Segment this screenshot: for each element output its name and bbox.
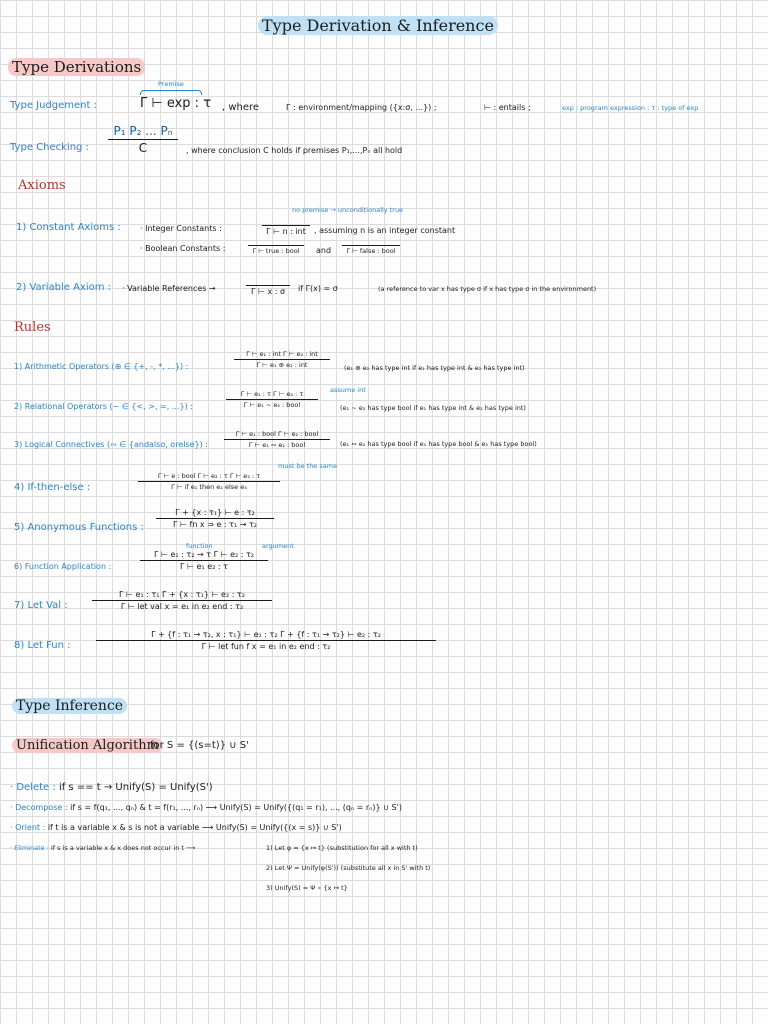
false-axiom: Γ ⊢ false : bool (342, 236, 400, 255)
variable-axiom-note: (a reference to var x has type σ if x has type σ in the environment) (378, 285, 597, 293)
rule-5-label: 5) Anonymous Functions : (14, 522, 144, 533)
rule-3-note: (e₁ ∾ e₂ has type bool if e₁ has type bool & e₂ has type bool) (340, 440, 537, 448)
rule-2-label: 2) Relational Operators (~ ∈ {<, >, =, ...}) : (14, 402, 193, 411)
gamma-definition: Γ : environment/mapping ({x:σ, ...}) ; (286, 103, 437, 112)
premise-annotation: Premise (158, 80, 184, 88)
where-text: , where (222, 102, 260, 113)
true-axiom: Γ ⊢ true : bool (248, 236, 304, 255)
argument-annotation: argument (262, 542, 294, 550)
type-judgement-label: Type Judgement : (10, 100, 97, 111)
section-heading-type-derivations: Type Derivations (8, 58, 145, 76)
eliminate-step-1: 1) Let φ = {x ↦ t} (substitution for all x with t) (266, 844, 418, 852)
rule-2-note: (e₁ ~ e₂ has type bool if e₁ has type int & e₂ has type int) (340, 404, 526, 412)
integer-constants-note: , assuming n is an integer constant (314, 226, 456, 235)
section-heading-type-inference: Type Inference (12, 698, 127, 714)
unification-set: for S = {(s=t)} ∪ S' (150, 740, 249, 751)
type-checking-note: , where conclusion C holds if premises P₁,...,Pₙ all hold (186, 146, 403, 155)
no-premise-annotation: no premise → unconditionally true (292, 206, 404, 214)
exp-definition: exp : program expression ; τ : type of exp (562, 104, 699, 112)
constant-axioms-label: 1) Constant Axioms : (16, 222, 121, 233)
eliminate-step-2: 2) Let Ψ = Unify(φ(S')) (substitute all x in S' with t) (266, 864, 431, 872)
rule-6-fraction: $\frac{\text{Γ ⊢ e₁ : τ₂ → τ Γ ⊢ e₂ : τ₂}}{\text{Γ ⊢ e₁ e₂ : τ}}$ (140, 550, 268, 571)
rule-4-label: 4) If-then-else : (14, 482, 91, 493)
rule-1-fraction: Γ ⊢ e₁ : int Γ ⊢ e₂ : int Γ ⊢ e₁ ⊕ e₂ : int (234, 350, 330, 369)
rule-3-label: 3) Logical Connectives (∾ ∈ {andalso, orelse}) : (14, 440, 208, 449)
variable-references-label: · Variable References → (122, 284, 216, 293)
function-annotation: function (186, 542, 213, 550)
type-checking-label: Type Checking : (10, 142, 89, 153)
integer-axiom: Γ ⊢ n : int (262, 216, 310, 236)
rule-8-label: 8) Let Fun : (14, 640, 71, 651)
rule-5-fraction: $\frac{\text{Γ + \{x : τ₁\} ⊢ e : τ₂}}{\text{Γ ⊢ fn x ⇒ e : τ₁ → τ₂}}$ (156, 508, 274, 529)
decompose-rule: · Decompose : if s = f(q₁, ..., qₙ) & t = f(r₁, ..., rₙ) ⟶ Unify(S) = Unify({(q₁ = r₁), ..., (qₙ = rₙ)} ∪ S') (10, 803, 402, 812)
variable-axiom-label: 2) Variable Axiom : (16, 282, 112, 293)
rule-8-fraction: Γ + {f : τ₁ → τ₂, x : τ₁} ⊢ e₁ : τ₂ Γ + {f : τ₁ → τ₂} ⊢ e₂ : τ₂ Γ ⊢ let fun f x = e₁ in e₂ end : τ₂ (96, 630, 436, 651)
page-title: Type Derivation & Inference (258, 16, 498, 35)
rule-7-fraction: Γ ⊢ e₁ : τ₁ Γ + {x : τ₁} ⊢ e₂ : τ₂ Γ ⊢ let val x = e₁ in e₂ end : τ₂ (92, 590, 272, 611)
section-heading-rules: Rules (14, 320, 51, 335)
eliminate-rule: · Eliminate : if s is a variable x & x does not occur in t ⟶ (10, 844, 196, 852)
and-text: and (316, 246, 332, 255)
rule-6-label: 6) Function Application : (14, 562, 112, 571)
premise-brace (140, 90, 202, 95)
section-heading-axioms: Axioms (18, 178, 66, 193)
rule-3-fraction: Γ ⊢ e₁ : bool Γ ⊢ e₂ : bool Γ ⊢ e₁ ∾ e₂ : bool (224, 430, 330, 449)
orient-rule: · Orient : if t is a variable x & s is not a variable ⟶ Unify(S) = Unify({(x = s)} ∪ S') (10, 823, 342, 832)
assume-int-annotation: assume int (330, 386, 366, 394)
variable-axiom: Γ ⊢ x : σ (246, 276, 290, 296)
variable-axiom-condition: if Γ(x) = σ (298, 284, 338, 293)
eliminate-step-3: 3) Unify(S) = Ψ ∘ {x ↦ t} (266, 884, 348, 892)
rule-1-label: 1) Arithmetic Operators (⊕ ∈ {+, -, *, ...}) : (14, 362, 189, 371)
integer-constants-label: · Integer Constants : (140, 224, 222, 233)
rule-4-fraction: Γ ⊢ e : bool Γ ⊢ e₂ : τ Γ ⊢ e₃ : τ Γ ⊢ if e₁ then e₂ else e₃ (138, 472, 280, 491)
delete-rule: · Delete : if s == t → Unify(S) = Unify(S') (10, 782, 213, 793)
rule-2-fraction: Γ ⊢ e₁ : τ Γ ⊢ e₂ : τ Γ ⊢ e₁ ~ e₂ : bool (226, 390, 318, 409)
must-be-same-annotation: must be the same (278, 462, 338, 470)
rule-7-label: 7) Let Val : (14, 600, 68, 611)
boolean-constants-label: · Boolean Constants : (140, 244, 226, 253)
unification-heading: Unification Algorithm (12, 738, 163, 753)
type-checking-fraction: $\frac{\text{P₁ P₂ ... Pₙ}}{C}$ (108, 124, 178, 155)
rule-1-note: (e₁ ⊕ e₂ has type int if e₁ has type int & e₂ has type int) (344, 364, 525, 372)
type-judgement-formula: Γ ⊢ exp : τ (140, 96, 212, 111)
entails-definition: ⊢ : entails ; (484, 103, 531, 112)
